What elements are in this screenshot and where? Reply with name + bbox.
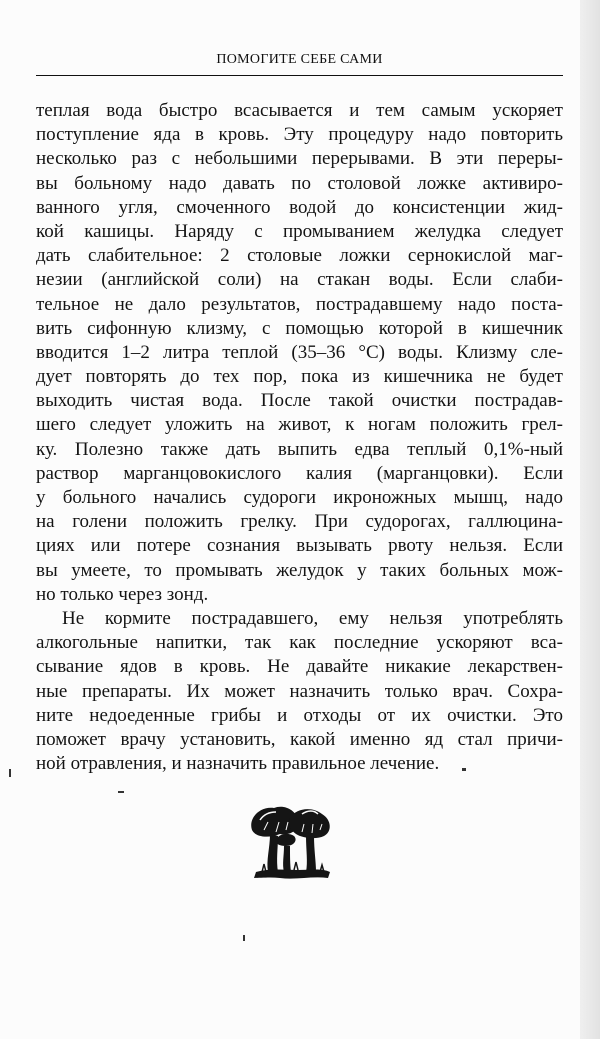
text-line: у больного начались судороги икроножных мышц, надо: [36, 487, 563, 508]
text-line: Не кормите пострадавшего, ему нельзя употреблять: [62, 607, 563, 629]
text-line: ните недоеденные грибы и отходы от их очистки. Это: [36, 704, 563, 726]
text-line: циях или потере сознания вызывать рвоту нельзя. Если: [36, 535, 563, 557]
text-line: сывание ядов в кровь. Не давайте никакие лекарствен-: [36, 656, 563, 678]
scan-speck: [462, 768, 466, 771]
text-line: на голени положить грелку. При судорогах, галлюцина-: [36, 511, 563, 533]
text-line: шего следует уложить на живот, к ногам положить грел-: [36, 414, 563, 436]
page-edge-shadow: [580, 0, 600, 1039]
text-line: тельное не дало результатов, пострадавшему надо поста-: [36, 293, 563, 315]
text-line: вить сифонную клизму, с помощью которой в кишечник: [36, 317, 563, 339]
header-rule: [36, 75, 563, 76]
text-line: вы больному надо давать по столовой ложке активиро-: [36, 172, 563, 194]
text-line: вы умеете, то промывать желудок у таких больных мож-: [36, 559, 563, 581]
mushroom-icon: [246, 800, 334, 886]
text-line: дать слабительное: 2 столовые ложки сернокислой маг-: [36, 245, 563, 267]
text-line: поступление яда в кровь. Эту процедуру надо повторить: [36, 124, 563, 146]
text-line: теплая вода быстро всасывается и тем самым ускоряет: [36, 100, 563, 121]
text-line: дует повторять до тех пор, пока из кишечника не будет: [36, 366, 563, 388]
text-line: но только через зонд.: [36, 583, 209, 605]
body-text: [36, 99, 563, 776]
running-header: ПОМОГИТЕ СЕБЕ САМИ: [216, 52, 383, 67]
text-line: несколько раз с небольшими перерывами. В эти переры-: [36, 148, 563, 170]
scan-speck: [118, 791, 124, 793]
text-line: ванного угля, смоченного водой до консистенции жид-: [36, 196, 563, 218]
text-line: кой кашицы. Наряду с промыванием желудка следует: [36, 220, 563, 242]
text-line: раствор марганцовокислого калия (марганцовки). Если: [36, 462, 563, 484]
text-line: незии (английской соли) на стакан воды. Если слаби-: [36, 269, 563, 291]
text-line: алкогольные напитки, так как последние ускоряют вса-: [36, 632, 563, 654]
text-line: ной отравления, и назначить правильное лечение.: [36, 753, 440, 775]
text-line: поможет врачу установить, какой именно яд стал причи-: [36, 728, 563, 750]
scan-speck: [243, 935, 245, 941]
text-line: ку. Полезно также дать выпить едва теплый 0,1%-ный: [36, 438, 563, 460]
scan-speck: [9, 769, 11, 777]
text-line: ные препараты. Их может назначить только врач. Сохра-: [36, 680, 563, 702]
text-line: вводится 1–2 литра теплой (35–36 °С) воды. Клизму сле-: [36, 341, 563, 363]
text-line: выходить чистая вода. После такой очистки пострадав-: [36, 390, 563, 412]
